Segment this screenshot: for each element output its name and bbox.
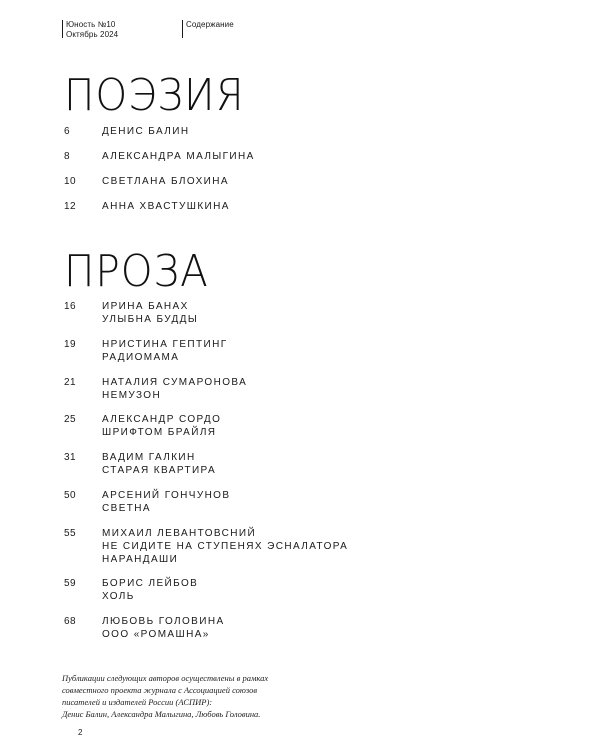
toc-page-number: 55	[64, 528, 76, 539]
toc-work-title: РАДИОМАМА	[102, 352, 180, 363]
toc-work-title: НЕМУЗОН	[102, 390, 162, 401]
toc-work-title: УЛЫБНА БУДДЫ	[102, 314, 199, 325]
footnote-line: Публикации следующих авторов осуществлены в рамках	[62, 673, 269, 683]
footnote	[62, 672, 342, 720]
prose-title: ПРОЗА	[64, 246, 209, 297]
toc-author: ИРИНА БАНАХ	[102, 301, 189, 312]
section-label: Содержание	[186, 20, 234, 29]
toc-author: МИХАИЛ ЛЕВАНТОВСНИЙ	[102, 528, 257, 539]
toc-entry-text	[102, 125, 189, 138]
toc-page-number: 21	[64, 377, 76, 388]
toc-entry-text	[102, 577, 198, 603]
toc-work-title: ХОЛЬ	[102, 591, 135, 602]
toc-work-title: ООО «РОМАШНА»	[102, 629, 210, 640]
toc-author: НАТАЛИЯ СУМАРОНОВА	[102, 377, 248, 388]
toc-entry-text	[102, 175, 229, 188]
issue-date: Октябрь 2024	[66, 30, 119, 39]
header-divider-left	[62, 20, 63, 38]
header-divider-right	[182, 20, 183, 38]
toc-work-title: ШРИФТОМ БРАЙЛЯ	[102, 427, 217, 438]
toc-author: ЛЮБОВЬ ГОЛОВИНА	[102, 616, 225, 627]
toc-author: АЛЕКСАНДРА МАЛЫГИНА	[102, 151, 255, 162]
toc-entry-text	[102, 300, 198, 326]
toc-page-number: 68	[64, 616, 76, 627]
poetry-title: ПОЭЗИЯ	[64, 70, 245, 121]
toc-entry-text	[102, 451, 216, 477]
toc-author: ДЕНИС БАЛИН	[102, 126, 190, 137]
toc-page-number: 12	[64, 201, 76, 212]
page-number: 2	[78, 728, 83, 737]
toc-author: ВАДИМ ГАЛКИН	[102, 452, 196, 463]
toc-author: СВЕТЛАНА БЛОХИНА	[102, 176, 229, 187]
toc-entry-text	[102, 376, 247, 402]
toc-page-number: 19	[64, 339, 76, 350]
toc-entry-text	[102, 413, 221, 439]
toc-page-number: 16	[64, 301, 76, 312]
footnote-line: писателей и издателей России (АСПИР):	[62, 697, 213, 707]
toc-page-number: 8	[64, 151, 70, 162]
issue-number: Юность №10	[66, 20, 116, 29]
toc-page-number: 6	[64, 126, 70, 137]
toc-entry-text	[102, 527, 348, 566]
toc-work-title: НАРАНДАШИ	[102, 554, 179, 565]
footnote-line: Денис Балин, Александра Малыгина, Любовь Головина.	[62, 709, 261, 719]
toc-page-number: 50	[64, 490, 76, 501]
toc-page-number: 10	[64, 176, 76, 187]
toc-author: АННА ХВАСТУШКИНА	[102, 201, 230, 212]
toc-entry-text	[102, 615, 225, 641]
footnote-line: совместного проекта журнала с Ассоциацией союзов	[62, 685, 258, 695]
toc-entry-text	[102, 150, 255, 163]
toc-work-title: СТАРАЯ КВАРТИРА	[102, 465, 217, 476]
toc-work-title: СВЕТНА	[102, 503, 151, 514]
toc-author: АЛЕКСАНДР СОРДО	[102, 414, 222, 425]
toc-entry-text	[102, 489, 230, 515]
toc-page-number: 31	[64, 452, 76, 463]
toc-author: БОРИС ЛЕЙБОВ	[102, 578, 199, 589]
toc-author: НРИСТИНА ГЕПТИНГ	[102, 339, 228, 350]
toc-page-number: 59	[64, 578, 76, 589]
toc-entry-text	[102, 200, 230, 213]
toc-work-title: НЕ СИДИТЕ НА СТУПЕНЯХ ЭСНАЛАТОРА	[102, 541, 349, 552]
toc-author: АРСЕНИЙ ГОНЧУНОВ	[102, 490, 231, 501]
toc-page-number: 25	[64, 414, 76, 425]
toc-entry-text	[102, 338, 228, 364]
